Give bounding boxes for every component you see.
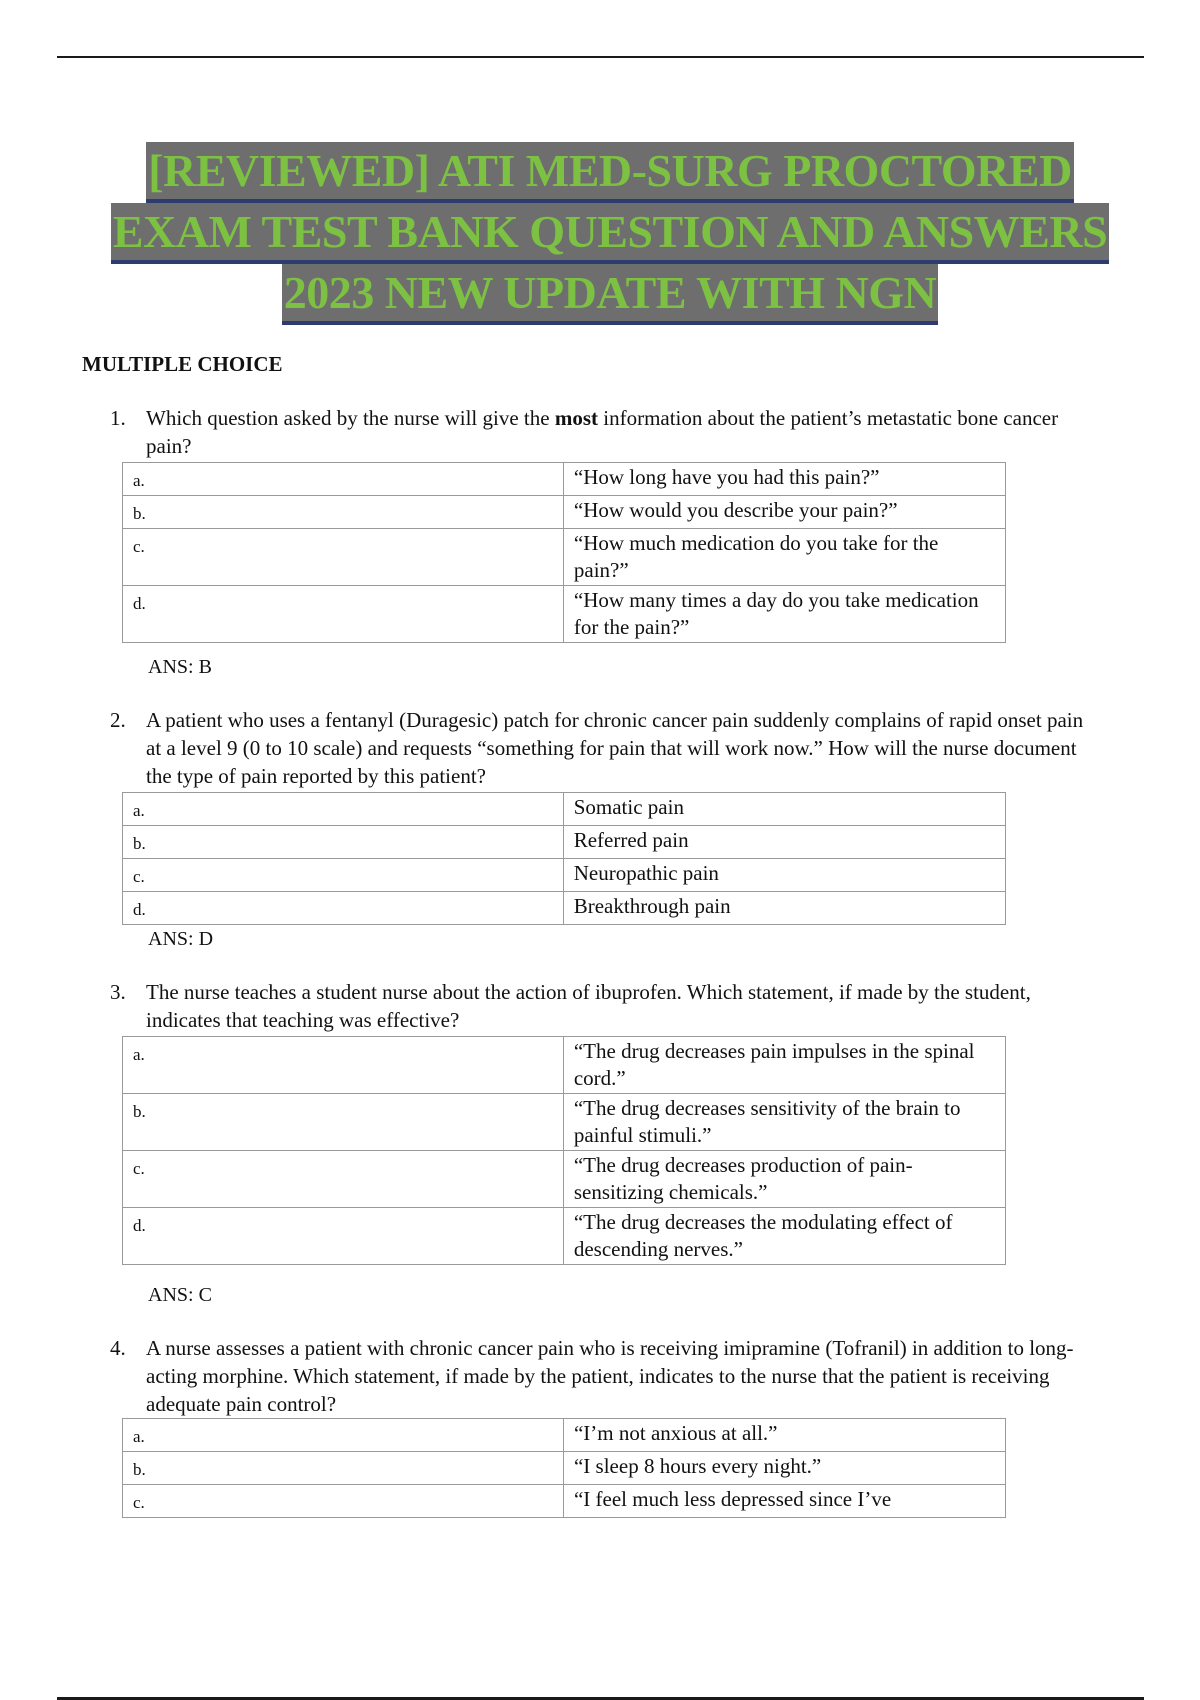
option-letter: a. (123, 463, 564, 496)
option-row[interactable] (123, 826, 1006, 859)
option-text: “I sleep 8 hours every night.” (563, 1452, 1005, 1485)
question-4 (100, 1334, 1100, 1418)
question-2 (100, 706, 1100, 790)
option-text: “I’m not anxious at all.” (563, 1419, 1005, 1452)
option-row[interactable] (123, 793, 1006, 826)
option-row[interactable] (123, 463, 1006, 496)
option-letter: b. (123, 1094, 564, 1151)
question-number: 4. (110, 1336, 126, 1360)
question-1 (100, 404, 1100, 460)
option-text: “I feel much less depressed since I’ve (563, 1485, 1005, 1518)
title-line-1: [REVIEWED] ATI MED-SURG PROCTORED (146, 142, 1074, 203)
option-row[interactable] (123, 1151, 1006, 1208)
question-3 (100, 978, 1100, 1034)
title-line-3: 2023 NEW UPDATE WITH NGN (282, 264, 939, 325)
question-number: 3. (110, 980, 126, 1004)
option-text: “The drug decreases pain impulses in the spinal cord.” (563, 1037, 1005, 1094)
option-row[interactable] (123, 1452, 1006, 1485)
header-rule (57, 56, 1144, 58)
option-row[interactable] (123, 1485, 1006, 1518)
option-text: Breakthrough pain (563, 892, 1005, 925)
option-row[interactable] (123, 1037, 1006, 1094)
document-title (60, 142, 1160, 325)
option-row[interactable] (123, 1419, 1006, 1452)
option-row[interactable] (123, 529, 1006, 586)
option-row[interactable] (123, 859, 1006, 892)
option-row[interactable] (123, 496, 1006, 529)
option-letter: a. (123, 793, 564, 826)
option-row[interactable] (123, 586, 1006, 643)
option-text: “How would you describe your pain?” (563, 496, 1005, 529)
option-text: Referred pain (563, 826, 1005, 859)
option-text: Somatic pain (563, 793, 1005, 826)
options-table-4 (122, 1418, 1006, 1518)
option-letter: b. (123, 826, 564, 859)
section-heading: MULTIPLE CHOICE (82, 352, 283, 376)
option-text: “How long have you had this pain?” (563, 463, 1005, 496)
option-text: “How many times a day do you take medication for the pain?” (563, 586, 1005, 643)
option-letter: a. (123, 1037, 564, 1094)
emphasis-most: most (554, 406, 598, 430)
question-text: A nurse assesses a patient with chronic cancer pain who is receiving imipramine (Tofranil) in addition to long-acting morphine. Which statement, if made by the patient, indicates to the nurse that the patient is receiving adequate pain control? (146, 1336, 1074, 1416)
option-text: “The drug decreases sensitivity of the brain to painful stimuli.” (563, 1094, 1005, 1151)
option-letter: d. (123, 1208, 564, 1265)
option-text: “The drug decreases the modulating effect of descending nerves.” (563, 1208, 1005, 1265)
option-letter: b. (123, 496, 564, 529)
option-letter: c. (123, 529, 564, 586)
question-text: The nurse teaches a student nurse about the action of ibuprofen. Which statement, if made by the student, indicates that teaching was effective? (146, 980, 1031, 1032)
option-letter: b. (123, 1452, 564, 1485)
option-letter: c. (123, 1485, 564, 1518)
option-letter: d. (123, 892, 564, 925)
answer-3: ANS: C (148, 1284, 212, 1306)
option-row[interactable] (123, 1094, 1006, 1151)
options-table-1 (122, 462, 1006, 643)
option-letter: d. (123, 586, 564, 643)
option-text: “How much medication do you take for the pain?” (563, 529, 1005, 586)
options-table-3 (122, 1036, 1006, 1265)
option-letter: c. (123, 1151, 564, 1208)
option-text: “The drug decreases production of pain-sensitizing chemicals.” (563, 1151, 1005, 1208)
answer-2: ANS: D (148, 928, 214, 950)
option-text: Neuropathic pain (563, 859, 1005, 892)
option-row[interactable] (123, 1208, 1006, 1265)
option-letter: c. (123, 859, 564, 892)
question-number: 2. (110, 708, 126, 732)
title-line-2: EXAM TEST BANK QUESTION AND ANSWERS (111, 203, 1109, 264)
question-text: A patient who uses a fentanyl (Duragesic) patch for chronic cancer pain suddenly complains of rapid onset pain at a level 9 (0 to 10 scale) and requests “something for pain that will work now.” How will the nurse document the type of pain reported by this patient? (146, 708, 1084, 788)
option-row[interactable] (123, 892, 1006, 925)
answer-1: ANS: B (148, 656, 212, 678)
option-letter: a. (123, 1419, 564, 1452)
question-number: 1. (110, 406, 126, 430)
question-text: Which question asked by the nurse will give the most information about the patient’s metastatic bone cancer pain? (146, 406, 1059, 458)
options-table-2 (122, 792, 1006, 925)
